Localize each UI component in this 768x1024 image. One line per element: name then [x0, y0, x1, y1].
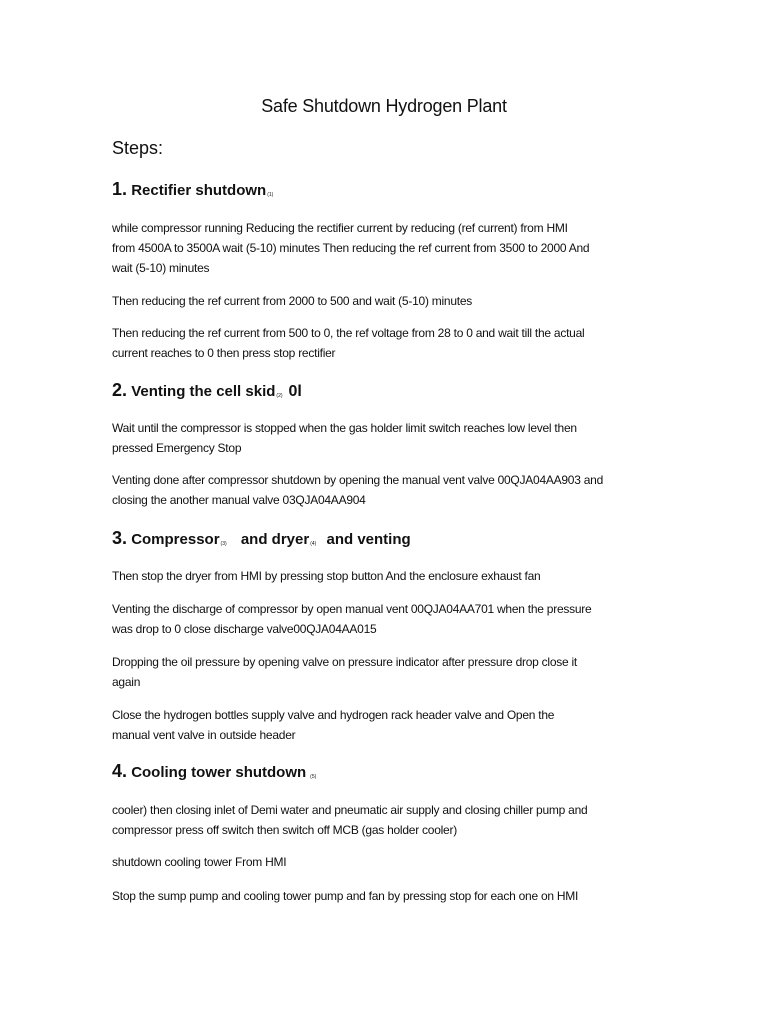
- paragraph: [112, 886, 672, 906]
- section-title: Compressor: [131, 531, 220, 548]
- section-heading-4: [112, 761, 316, 782]
- section-number: 1.: [112, 179, 128, 199]
- paragraph: [112, 800, 672, 840]
- paragraph: [112, 705, 672, 745]
- text-line: closing the another manual valve 03QJA04AA904: [112, 493, 366, 507]
- paragraph: [112, 291, 672, 311]
- section-heading-1: [112, 179, 273, 200]
- section-title: Venting the cell skid: [131, 383, 276, 400]
- stray-text: 0l: [288, 383, 302, 400]
- text-line: Close the hydrogen bottles supply valve and hydrogen rack header valve and Open the: [112, 708, 555, 722]
- text-line: was drop to 0 close discharge valve00QJA04AA015: [112, 622, 377, 636]
- section-title: Cooling tower shutdown: [131, 764, 307, 781]
- text-line: from 4500A to 3500A wait (5-10) minutes Then reducing the ref current from 3500 to 2000 And: [112, 241, 590, 255]
- text-line: Wait until the compressor is stopped when the gas holder limit switch reaches low level then: [112, 421, 577, 435]
- footnote-marker: (3): [220, 541, 227, 547]
- footnote-marker: (4): [310, 541, 317, 547]
- text-line: Venting the discharge of compressor by open manual vent 00QJA04AA701 when the pressure: [112, 602, 592, 616]
- text-line: pressed Emergency Stop: [112, 441, 242, 455]
- text-line: cooler) then closing inlet of Demi water and pneumatic air supply and closing chiller pump and: [112, 803, 588, 817]
- footnote-marker: (1): [267, 192, 274, 198]
- paragraph: [112, 418, 672, 458]
- paragraph: [112, 652, 672, 692]
- paragraph: [112, 599, 672, 639]
- paragraph: [112, 566, 672, 586]
- text-line: Then reducing the ref current from 2000 to 500 and wait (5-10) minutes: [112, 294, 473, 308]
- document-title: Safe Shutdown Hydrogen Plant: [261, 96, 507, 116]
- text-line: current reaches to 0 then press stop rectifier: [112, 346, 336, 360]
- section-heading-3: [112, 528, 411, 549]
- text-line: wait (5-10) minutes: [112, 261, 210, 275]
- text-line: again: [112, 675, 141, 689]
- paragraph: [112, 470, 672, 510]
- text-line: Dropping the oil pressure by opening valve on pressure indicator after pressure drop close it: [112, 655, 578, 669]
- section-number: 3.: [112, 528, 128, 548]
- section-number: 4.: [112, 761, 128, 781]
- text-line: Venting done after compressor shutdown by opening the manual vent valve 00QJA04AA903 and: [112, 473, 604, 487]
- section-heading-2: [112, 380, 302, 401]
- footnote-marker: (2): [276, 393, 283, 399]
- paragraph: [112, 323, 672, 363]
- text-line: Then reducing the ref current from 500 to 0, the ref voltage from 28 to 0 and wait till the actual: [112, 326, 585, 340]
- text-line: shutdown cooling tower From HMI: [112, 855, 287, 869]
- section-title-part: and venting: [326, 531, 411, 548]
- section-title: Rectifier shutdown: [131, 182, 267, 199]
- text-line: Then stop the dryer from HMI by pressing stop button And the enclosure exhaust fan: [112, 569, 541, 583]
- footnote-marker: (5): [310, 774, 317, 780]
- section-number: 2.: [112, 380, 128, 400]
- text-line: manual vent valve in outside header: [112, 728, 296, 742]
- section-title-part: and dryer: [240, 531, 310, 548]
- steps-label: Steps:: [112, 138, 164, 158]
- text-line: while compressor running Reducing the rectifier current by reducing (ref current) from HMI: [112, 221, 568, 235]
- text-line: Stop the sump pump and cooling tower pump and fan by pressing stop for each one on HMI: [112, 889, 579, 903]
- text-line: compressor press off switch then switch off MCB (gas holder cooler): [112, 823, 457, 837]
- paragraph: [112, 852, 672, 872]
- paragraph: [112, 218, 672, 278]
